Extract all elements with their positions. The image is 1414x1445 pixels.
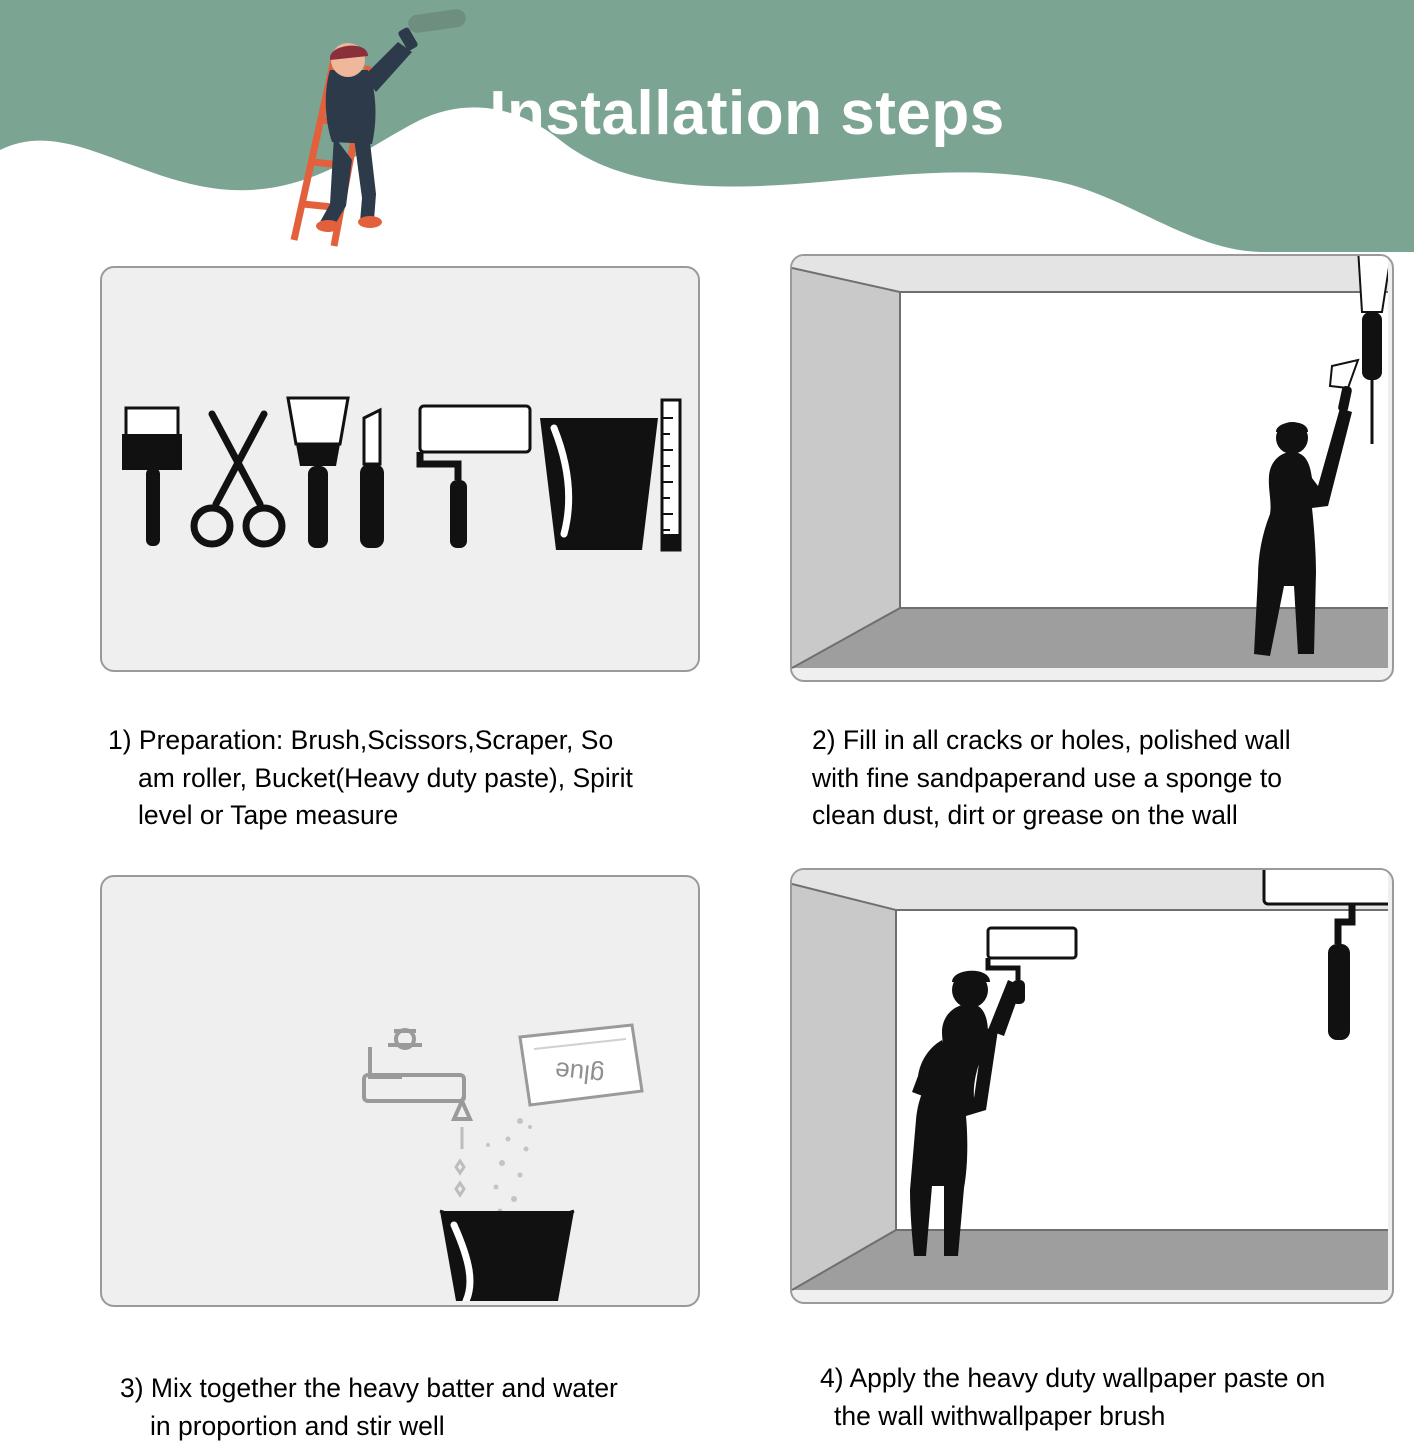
glue-label: glue bbox=[553, 1056, 606, 1092]
rolling-paste-illustration bbox=[792, 870, 1388, 1298]
scraper-icon bbox=[288, 398, 348, 548]
glue-packet-icon bbox=[520, 1025, 642, 1105]
caption-line: 1) Preparation: Brush,Scissors,Scraper, So bbox=[108, 725, 614, 755]
mixing-illustration bbox=[102, 877, 694, 1301]
caption-line: in proportion and stir well bbox=[150, 1410, 445, 1441]
caption-line: am roller, Bucket(Heavy duty paste), Spirit bbox=[138, 762, 633, 793]
caption-line: the wall withwallpaper brush bbox=[834, 1400, 1166, 1431]
paint-roller-icon bbox=[420, 406, 530, 548]
water-drops bbox=[456, 1127, 464, 1195]
bucket-icon bbox=[440, 1211, 574, 1301]
scissors-icon bbox=[194, 414, 282, 544]
ruler-icon bbox=[662, 400, 680, 550]
page-title: Installation steps bbox=[489, 79, 1005, 148]
caption-line: clean dust, dirt or grease on the wall bbox=[812, 800, 1238, 831]
painter-on-ladder-icon bbox=[272, 8, 492, 248]
tools-illustration bbox=[102, 268, 694, 666]
step-3-image bbox=[100, 875, 700, 1307]
header-banner bbox=[0, 0, 1414, 260]
step-4-caption bbox=[820, 1360, 1414, 1435]
caption-line: 2) Fill in all cracks or holes, polished wall bbox=[812, 725, 1291, 755]
powder-particles bbox=[486, 1118, 532, 1214]
step-4-image bbox=[790, 868, 1394, 1304]
utility-knife-icon bbox=[360, 410, 384, 548]
caption-line: with fine sandpaperand use a sponge to bbox=[812, 762, 1282, 793]
step-1-image bbox=[100, 266, 700, 672]
brush-icon bbox=[122, 408, 182, 546]
step-3-caption bbox=[120, 1370, 720, 1445]
faucet-icon bbox=[364, 1030, 470, 1119]
caption-line: level or Tape measure bbox=[138, 800, 399, 831]
scraping-wall-illustration bbox=[792, 256, 1388, 676]
step-2-image bbox=[790, 254, 1394, 682]
bucket-icon bbox=[540, 418, 658, 550]
caption-line: 3) Mix together the heavy batter and water bbox=[120, 1373, 618, 1403]
caption-line: 4) Apply the heavy duty wallpaper paste on bbox=[820, 1363, 1326, 1393]
step-2-caption bbox=[812, 722, 1412, 835]
step-1-caption bbox=[108, 722, 708, 835]
